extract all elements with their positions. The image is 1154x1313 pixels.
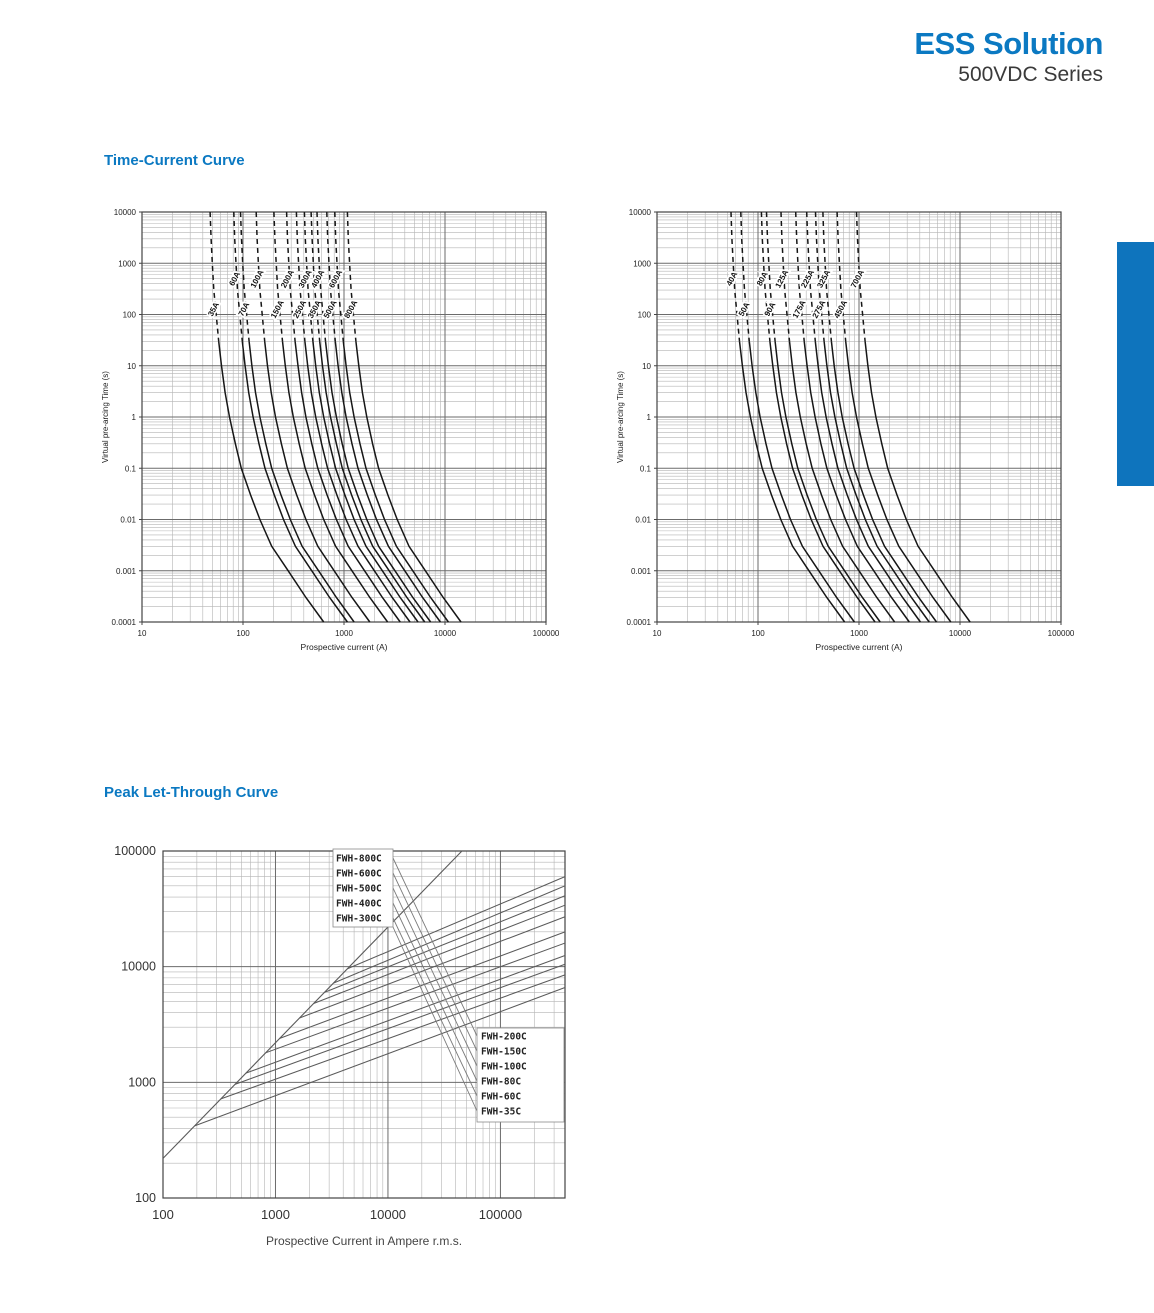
svg-text:100: 100 <box>751 629 765 638</box>
svg-text:80A: 80A <box>754 270 770 288</box>
svg-text:90A: 90A <box>762 300 778 318</box>
svg-text:Prospective Current in Ampere: Prospective Current in Ampere r.m.s. <box>265 1234 463 1248</box>
svg-text:1000: 1000 <box>128 1075 156 1090</box>
svg-text:Prospective current (A): Prospective current (A) <box>815 642 903 652</box>
svg-text:10000: 10000 <box>433 629 457 638</box>
svg-text:10: 10 <box>652 629 662 638</box>
svg-text:125A: 125A <box>773 268 791 290</box>
svg-text:1000: 1000 <box>850 629 868 638</box>
svg-text:70A: 70A <box>236 300 252 318</box>
series-subtitle: 500VDC Series <box>958 63 1103 86</box>
peak-let-through-chart <box>95 838 605 1263</box>
svg-text:1000: 1000 <box>261 1207 290 1222</box>
svg-text:100A: 100A <box>248 268 266 290</box>
svg-text:600A: 600A <box>327 268 345 290</box>
svg-text:800A: 800A <box>342 298 360 320</box>
svg-text:10: 10 <box>127 361 136 371</box>
svg-text:FWH-35C: FWH-35C <box>481 1106 522 1118</box>
svg-text:100000: 100000 <box>532 629 560 638</box>
svg-text:0.01: 0.01 <box>635 515 651 525</box>
svg-text:325A: 325A <box>815 268 833 290</box>
svg-text:0.01: 0.01 <box>120 515 136 525</box>
svg-text:FWH-500C: FWH-500C <box>336 883 382 895</box>
svg-text:0.1: 0.1 <box>639 464 651 474</box>
svg-text:10000: 10000 <box>113 208 136 217</box>
svg-text:0.0001: 0.0001 <box>111 618 136 627</box>
svg-text:FWH-200C: FWH-200C <box>481 1031 527 1043</box>
svg-text:400A: 400A <box>309 268 327 290</box>
svg-text:100000: 100000 <box>114 844 156 858</box>
svg-text:225A: 225A <box>799 268 817 290</box>
svg-text:Virtual pre-arcing Time (s): Virtual pre-arcing Time (s) <box>101 371 110 463</box>
svg-text:100: 100 <box>236 629 250 638</box>
svg-text:100: 100 <box>637 310 651 320</box>
svg-text:FWH-150C: FWH-150C <box>481 1046 527 1058</box>
svg-text:60A: 60A <box>227 270 243 288</box>
svg-text:10: 10 <box>137 629 147 638</box>
peak-let-through-heading: Peak Let-Through Curve <box>104 784 279 801</box>
time-current-chart-right <box>610 206 1090 661</box>
svg-text:175A: 175A <box>790 298 808 320</box>
svg-text:100: 100 <box>122 310 136 320</box>
svg-text:100000: 100000 <box>1047 629 1075 638</box>
svg-text:FWH-800C: FWH-800C <box>336 853 382 865</box>
svg-text:0.1: 0.1 <box>124 464 136 474</box>
svg-text:10000: 10000 <box>948 629 972 638</box>
svg-text:FWH-100C: FWH-100C <box>481 1061 527 1073</box>
svg-text:35A: 35A <box>206 300 222 318</box>
svg-text:500A: 500A <box>321 298 339 320</box>
svg-text:FWH-80C: FWH-80C <box>481 1076 522 1088</box>
svg-text:0.001: 0.001 <box>115 566 136 576</box>
svg-text:275A: 275A <box>810 298 828 320</box>
svg-text:1000: 1000 <box>633 259 651 269</box>
product-family-title: ESS Solution <box>914 26 1103 61</box>
svg-text:FWH-400C: FWH-400C <box>336 898 382 910</box>
svg-text:1: 1 <box>646 413 651 422</box>
svg-text:350A: 350A <box>306 298 324 320</box>
svg-text:Prospective current (A): Prospective current (A) <box>300 642 388 652</box>
svg-text:150A: 150A <box>268 298 286 320</box>
svg-text:FWH-300C: FWH-300C <box>336 913 382 925</box>
svg-text:100: 100 <box>135 1191 156 1205</box>
svg-text:300A: 300A <box>296 268 314 290</box>
svg-text:10000: 10000 <box>121 959 156 974</box>
svg-text:450A: 450A <box>832 298 850 320</box>
svg-text:10000: 10000 <box>369 1207 407 1222</box>
svg-text:1000: 1000 <box>118 259 136 269</box>
doc-header <box>914 26 1103 87</box>
svg-text:FWH-60C: FWH-60C <box>481 1091 522 1103</box>
svg-text:10: 10 <box>642 361 651 371</box>
time-current-chart-left <box>95 206 575 661</box>
time-current-heading: Time-Current Curve <box>104 152 245 169</box>
svg-text:250A: 250A <box>291 298 309 320</box>
svg-text:700A: 700A <box>849 268 866 290</box>
svg-text:Virtual pre-arcing Time (s): Virtual pre-arcing Time (s) <box>616 371 625 463</box>
svg-text:10000: 10000 <box>628 208 651 217</box>
svg-text:40A: 40A <box>724 270 740 288</box>
svg-text:1000: 1000 <box>335 629 353 638</box>
svg-text:0.001: 0.001 <box>630 566 651 576</box>
svg-text:100: 100 <box>152 1207 174 1222</box>
section-tab-marker <box>1117 242 1154 486</box>
svg-text:1: 1 <box>131 413 136 422</box>
svg-text:100000: 100000 <box>478 1207 523 1222</box>
svg-text:200A: 200A <box>279 268 296 290</box>
svg-text:0.0001: 0.0001 <box>626 618 651 627</box>
svg-text:50A: 50A <box>736 300 752 318</box>
svg-text:FWH-600C: FWH-600C <box>336 868 382 880</box>
